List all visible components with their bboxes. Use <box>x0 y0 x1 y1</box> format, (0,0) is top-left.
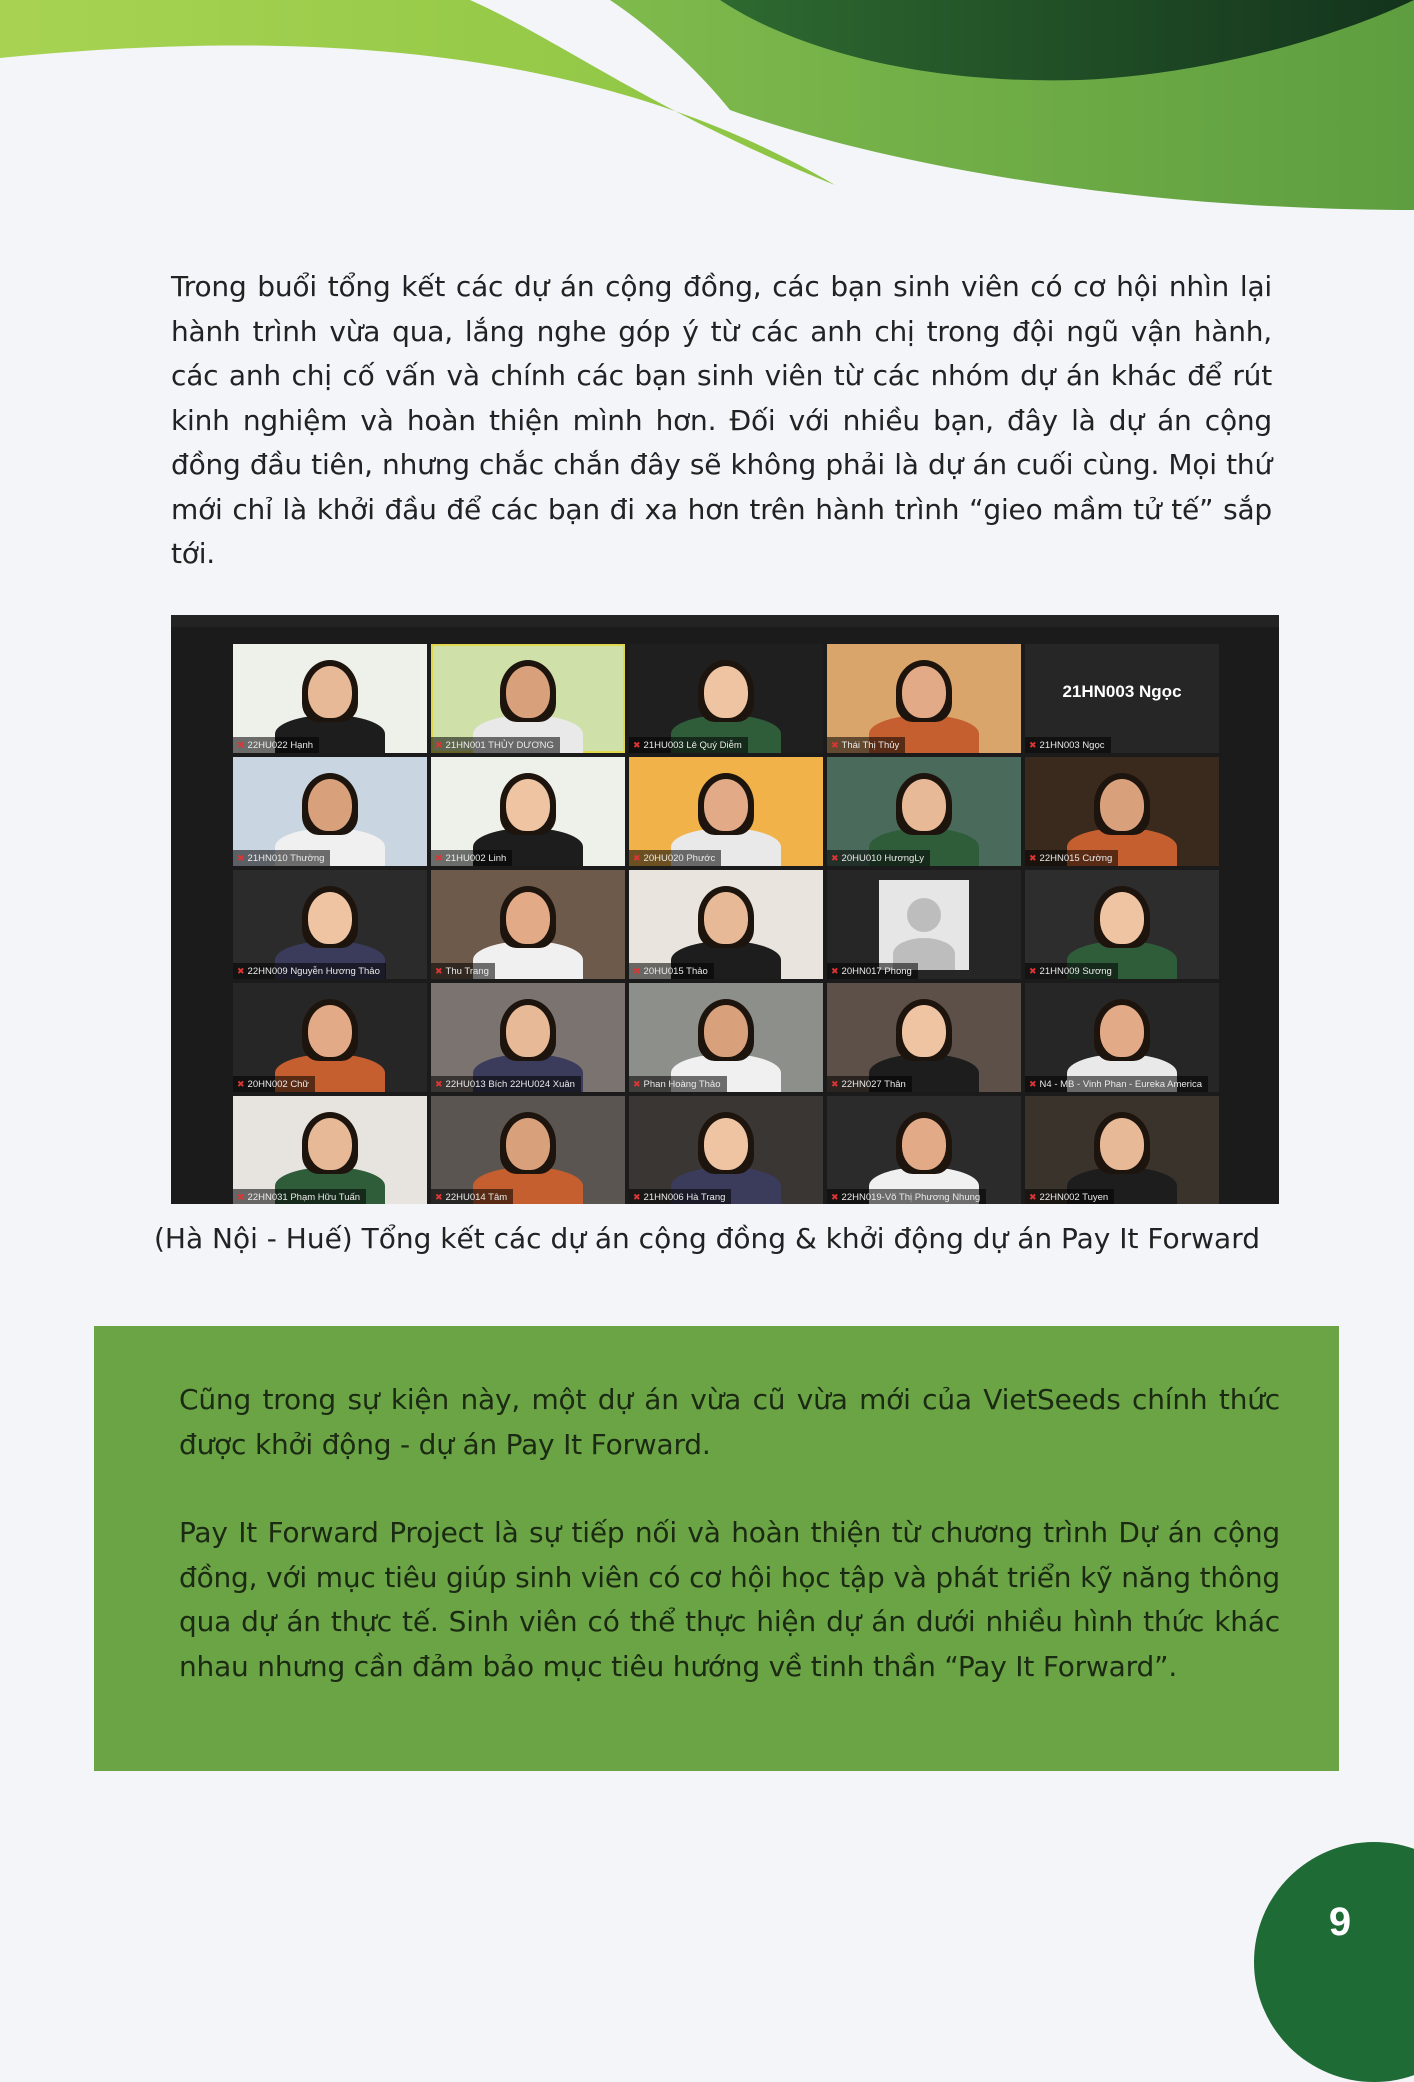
participant-name: 21HU003 Lê Quý Diễm <box>643 740 742 751</box>
participant-name: 20HN002 Chữ <box>247 1079 309 1090</box>
participant-name-label <box>431 963 495 979</box>
participant-name-label <box>233 963 386 979</box>
participant-face <box>506 779 550 831</box>
participant-name: 21HN010 Thường <box>247 853 325 864</box>
muted-mic-icon: ✖ <box>435 966 443 976</box>
participant-tile <box>431 644 625 753</box>
participant-name: N4 - MB - Vinh Phan - Eureka America <box>1039 1079 1202 1090</box>
muted-mic-icon: ✖ <box>1029 853 1037 863</box>
participant-name-label <box>827 963 918 979</box>
participant-face <box>1100 1118 1144 1170</box>
participant-tile <box>233 1096 427 1204</box>
header-wave-decoration <box>0 0 1414 230</box>
participant-name-label <box>431 850 512 866</box>
participant-tile <box>233 983 427 1092</box>
page-number: 9 <box>1328 1900 1352 1944</box>
participant-name: 22HU013 Bích 22HU024 Xuân <box>445 1079 575 1090</box>
participant-name-label <box>233 850 330 866</box>
participant-face <box>902 1005 946 1057</box>
intro-paragraph: Trong buổi tổng kết các dự án cộng đồng, các bạn sinh viên có cơ hội nhìn lại hành trình vừa qua, lắng nghe góp ý từ các anh chị trong đội ngũ vận hành, các anh chị cố vấn và chính các bạn sinh viên từ các nhóm dự án khác để rút kinh nghiệm và hoàn thiện mình hơn. Đối với nhiều bạn, đây là dự án cộng đồng đầu tiên, nhưng chắc chắn đây sẽ không phải là dự án cuối cùng. Mọi thứ mới chỉ là khởi đầu để các bạn đi xa hơn trên hành trình “gieo mầm tử tế” sắp tới. <box>171 270 1272 570</box>
muted-mic-icon: ✖ <box>435 740 443 750</box>
muted-mic-icon: ✖ <box>237 966 245 976</box>
participant-tile <box>827 870 1021 979</box>
participant-tile <box>629 644 823 753</box>
participant-name: 21HN009 Sương <box>1039 966 1112 977</box>
muted-mic-icon: ✖ <box>831 853 839 863</box>
participant-face <box>902 666 946 718</box>
participant-tile <box>431 1096 625 1204</box>
participant-name-label <box>629 1189 731 1204</box>
participant-tile <box>1025 1096 1219 1204</box>
participant-face <box>704 779 748 831</box>
participant-tile <box>629 1096 823 1204</box>
participant-face <box>308 892 352 944</box>
participant-tile <box>629 870 823 979</box>
participant-name-label <box>629 737 748 753</box>
participant-name-label <box>1025 850 1118 866</box>
participant-name: 22HN031 Phạm Hữu Tuấn <box>247 1192 361 1203</box>
participant-name: 22HN009 Nguyễn Hương Thảo <box>247 966 380 977</box>
participant-name: 22HN015 Cường <box>1039 853 1113 864</box>
muted-mic-icon: ✖ <box>633 740 641 750</box>
participant-name-label <box>431 737 560 753</box>
participant-face <box>1100 1005 1144 1057</box>
participant-tile <box>827 757 1021 866</box>
muted-mic-icon: ✖ <box>831 1079 839 1089</box>
photo-caption: (Hà Nội - Huế) Tổng kết các dự án cộng đồng & khởi động dự án Pay It Forward <box>153 1222 1260 1255</box>
participant-tile <box>233 870 427 979</box>
participant-tile <box>431 870 625 979</box>
participant-tile <box>1025 983 1219 1092</box>
participant-name: Phan Hoàng Thảo <box>643 1079 721 1090</box>
participant-name-label <box>233 1189 366 1204</box>
muted-mic-icon: ✖ <box>633 1192 641 1202</box>
muted-mic-icon: ✖ <box>435 1079 443 1089</box>
participant-face <box>704 1118 748 1170</box>
participant-face <box>902 1118 946 1170</box>
participant-name-label <box>1025 1076 1208 1092</box>
participant-name: Thu Trang <box>445 966 489 977</box>
participant-name-label <box>431 1076 581 1092</box>
participant-name: 22HN019-Võ Thị Phương Nhung <box>841 1192 981 1203</box>
highlight-paragraph-1: Cũng trong sự kiện này, một dự án vừa cũ vừa mới của VietSeeds chính thức được khởi động - dự án Pay It Forward. <box>179 1383 1280 1461</box>
participant-name-label <box>431 1189 513 1204</box>
participant-name-label <box>827 737 905 753</box>
muted-mic-icon: ✖ <box>831 740 839 750</box>
participant-face <box>1100 892 1144 944</box>
participant-name-label <box>233 1076 315 1092</box>
participant-tile <box>827 644 1021 753</box>
participant-face <box>704 666 748 718</box>
participant-face <box>308 1005 352 1057</box>
participant-name-label <box>629 1076 727 1092</box>
participant-tile <box>431 983 625 1092</box>
participant-tile <box>827 983 1021 1092</box>
participant-tile <box>431 757 625 866</box>
participant-tile <box>1025 757 1219 866</box>
participant-face <box>308 666 352 718</box>
participant-face <box>308 1118 352 1170</box>
muted-mic-icon: ✖ <box>237 853 245 863</box>
muted-mic-icon: ✖ <box>237 1192 245 1202</box>
call-top-bar <box>171 615 1279 627</box>
participant-name: Thái Thị Thủy <box>841 740 900 751</box>
participant-face <box>704 892 748 944</box>
participant-tile <box>629 757 823 866</box>
video-call-photo <box>171 615 1279 1204</box>
muted-mic-icon: ✖ <box>633 853 641 863</box>
participant-name: 22HN002 Tuyen <box>1039 1192 1109 1203</box>
muted-mic-icon: ✖ <box>1029 740 1037 750</box>
highlight-paragraph-2: Pay It Forward Project là sự tiếp nối và hoàn thiện từ chương trình Dự án cộng đồng, với mục tiêu giúp sinh viên có cơ hội học tập và phát triển kỹ năng thông qua dự án thực tế. Sinh viên có thể thực hiện dự án dưới nhiều hình thức khác nhau nhưng cần đảm bảo mục tiêu hướng về tinh thần “Pay It Forward”. <box>179 1516 1280 1683</box>
participant-name-label <box>233 737 319 753</box>
muted-mic-icon: ✖ <box>831 1192 839 1202</box>
page-number-badge <box>1254 1842 1414 2082</box>
muted-mic-icon: ✖ <box>1029 1192 1037 1202</box>
participant-face <box>308 779 352 831</box>
participant-name-label <box>827 1076 912 1092</box>
muted-mic-icon: ✖ <box>1029 1079 1037 1089</box>
participant-name: 21HN003 Ngọc <box>1039 740 1105 751</box>
muted-mic-icon: ✖ <box>633 966 641 976</box>
participant-tile <box>1025 644 1219 753</box>
participant-name: 21HN001 THỦY DƯƠNG <box>445 740 554 751</box>
participant-face <box>506 892 550 944</box>
participant-name-label <box>1025 737 1111 753</box>
participant-name-label <box>1025 1189 1114 1204</box>
participant-name: 20HU015 Thảo <box>643 966 708 977</box>
participant-grid <box>233 644 1219 1204</box>
participant-tile <box>233 757 427 866</box>
participant-name-label <box>1025 963 1118 979</box>
participant-name: 22HU022 Hạnh <box>247 740 314 751</box>
highlight-box <box>94 1326 1339 1771</box>
avatar-placeholder-icon <box>879 880 969 970</box>
muted-mic-icon: ✖ <box>435 853 443 863</box>
participant-name-label <box>827 1189 986 1204</box>
participant-name: 22HU014 Tâm <box>445 1192 508 1203</box>
muted-mic-icon: ✖ <box>1029 966 1037 976</box>
participant-face <box>506 1118 550 1170</box>
participant-face <box>902 779 946 831</box>
participant-name-label <box>827 850 930 866</box>
participant-name-label <box>629 963 714 979</box>
participant-tile <box>233 644 427 753</box>
featured-participant-name: 21HN003 Ngọc <box>1062 682 1182 701</box>
muted-mic-icon: ✖ <box>633 1079 641 1089</box>
participant-name: 22HN027 Thân <box>841 1079 906 1090</box>
muted-mic-icon: ✖ <box>237 1079 245 1089</box>
muted-mic-icon: ✖ <box>435 1192 443 1202</box>
participant-tile <box>1025 870 1219 979</box>
participant-face <box>704 1005 748 1057</box>
participant-name-label <box>629 850 721 866</box>
participant-face <box>506 1005 550 1057</box>
participant-face <box>506 666 550 718</box>
participant-face <box>1100 779 1144 831</box>
participant-name: 20HU020 Phước <box>643 853 716 864</box>
participant-tile <box>629 983 823 1092</box>
muted-mic-icon: ✖ <box>237 740 245 750</box>
participant-name: 21HU002 Linh <box>445 853 507 864</box>
participant-name: 20HN017 Phong <box>841 966 912 977</box>
muted-mic-icon: ✖ <box>831 966 839 976</box>
participant-tile <box>827 1096 1021 1204</box>
participant-name: 20HU010 HươngLy <box>841 853 925 864</box>
participant-name: 21HN006 Hà Trang <box>643 1192 726 1203</box>
